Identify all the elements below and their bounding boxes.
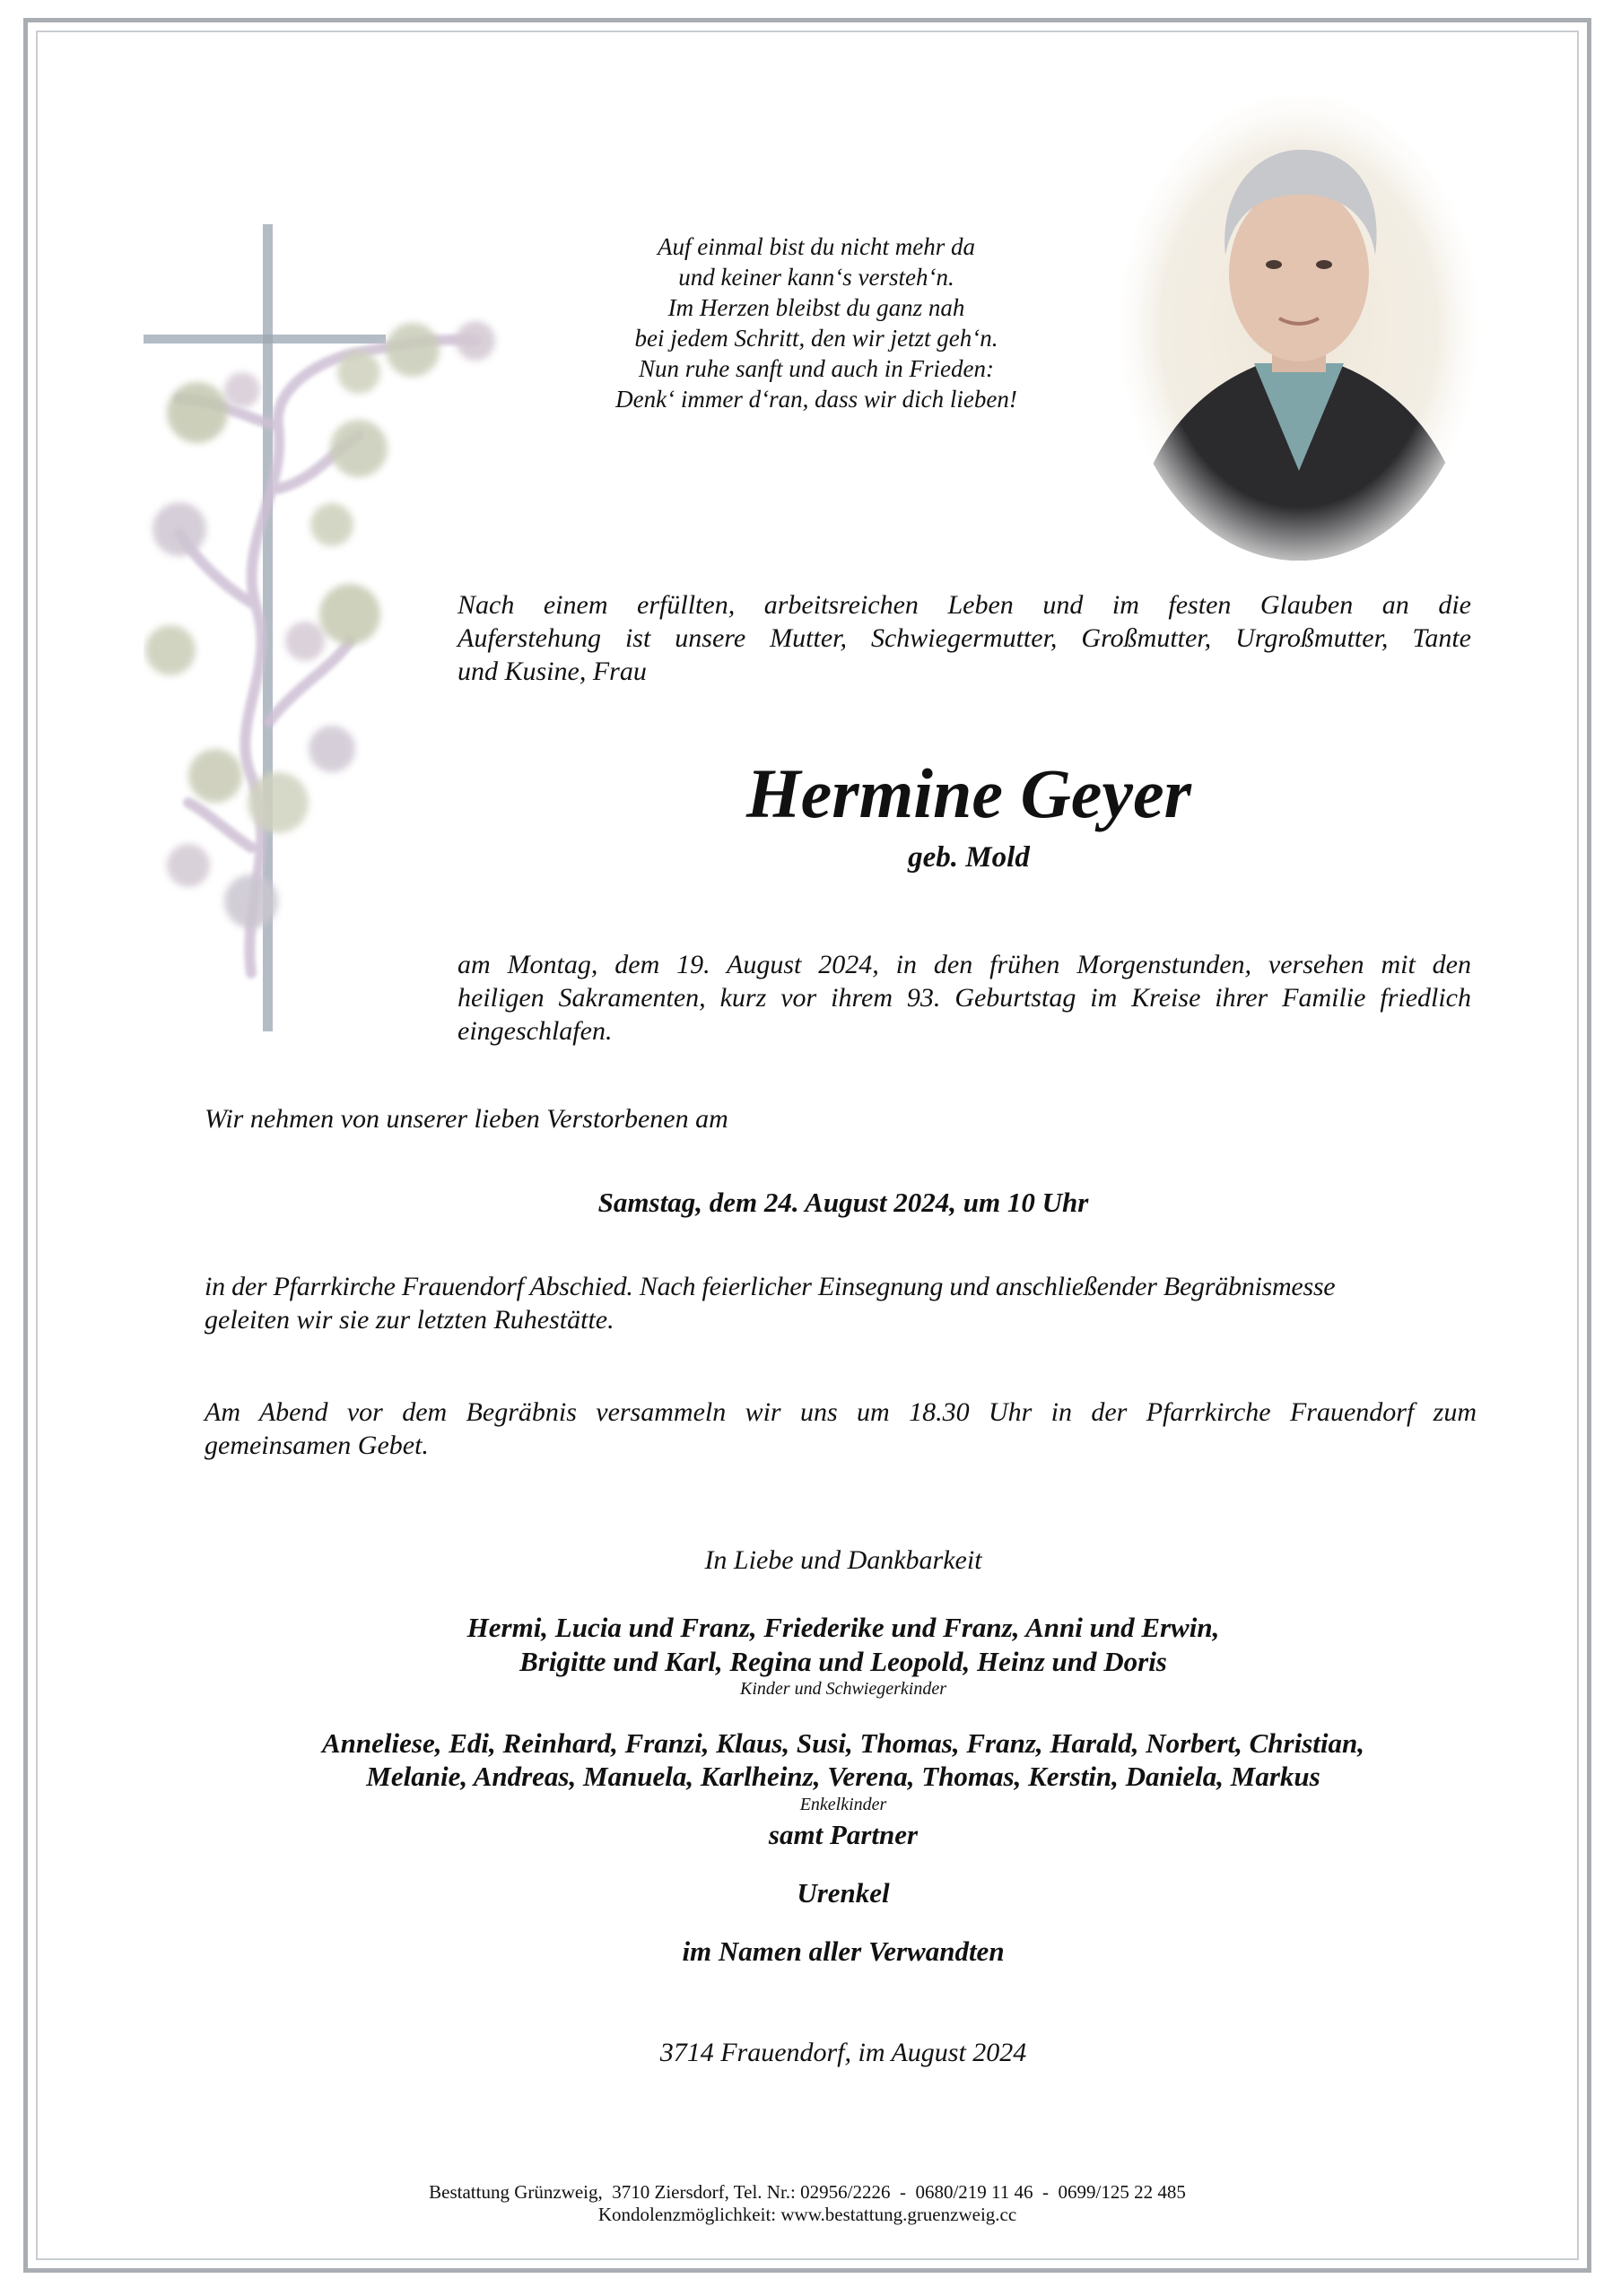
portrait-figure-icon — [1120, 94, 1478, 561]
poem-line: Nun ruhe sanft und auch in Frieden: — [639, 355, 994, 382]
relatives-line: im Namen aller Verwandten — [682, 1935, 1005, 1967]
funeral-home-footer — [90, 2181, 1525, 2226]
poem-line: bei jedem Schritt, den wir jetzt geh‘n. — [634, 325, 998, 352]
intro-line: und Kusine, Frau — [458, 657, 647, 686]
children-names: Hermi, Lucia und Franz, Friederike und Franz, Anni und Erwin, — [466, 1612, 1220, 1643]
mourners-opening: In Liebe und Dankbarkeit — [704, 1545, 982, 1575]
great-grandchildren-line: Urenkel — [797, 1877, 890, 1909]
death-line: am Montag, dem 19. August 2024, in den frühen Morgenstunden, versehen mit den — [458, 950, 1471, 979]
death-paragraph — [458, 948, 1471, 1048]
funeral-place-line: geleiten wir sie zur letzten Ruhestätte. — [205, 1305, 614, 1335]
poem-line: Denk‘ immer d‘ran, dass wir dich lieben! — [615, 386, 1017, 413]
children-names: Brigitte und Karl, Regina und Leopold, Heinz und Doris — [519, 1646, 1167, 1677]
intro-paragraph — [458, 588, 1471, 688]
intro-line: Nach einem erfüllten, arbeitsreichen Leben und im festen Glauben an die — [458, 590, 1471, 620]
grandchildren-names: Melanie, Andreas, Manuela, Karlheinz, Verena, Thomas, Kerstin, Daniela, Markus — [366, 1761, 1320, 1792]
place-date: 3714 Frauendorf, im August 2024 — [659, 2038, 1027, 2067]
memorial-poem — [565, 231, 1068, 414]
poem-line: Im Herzen bleibst du ganz nah — [667, 294, 965, 321]
prayer-line: gemeinsamen Gebet. — [205, 1431, 429, 1460]
funeral-date: Samstag, dem 24. August 2024, um 10 Uhr — [597, 1187, 1089, 1218]
death-line: heiligen Sakramenten, kurz vor ihrem 93. Geburtstag im Kreise ihrer Familie friedlich — [458, 983, 1471, 1013]
death-line: eingeschlafen. — [458, 1016, 613, 1046]
prayer-line: Am Abend vor dem Begräbnis versammeln wir uns um 18.30 Uhr in der Pfarrkirche Frauendorf zum — [205, 1397, 1477, 1427]
grandchildren-caption: Enkelkinder — [799, 1795, 887, 1814]
portrait-photo — [1120, 94, 1478, 561]
grandchildren-names: Anneliese, Edi, Reinhard, Franzi, Klaus, Susi, Thomas, Franz, Harald, Norbert, Christian, — [322, 1727, 1364, 1759]
children-caption: Kinder und Schwiegerkinder — [740, 1679, 946, 1699]
partners-line: samt Partner — [768, 1819, 919, 1850]
intro-line: Auferstehung ist unsere Mutter, Schwiegermutter, Großmutter, Urgroßmutter, Tante — [458, 623, 1471, 653]
deceased-name: Hermine Geyer — [745, 754, 1192, 832]
birth-name: geb. Mold — [908, 841, 1030, 874]
prayer-paragraph — [205, 1396, 1477, 1462]
footer-contact: Bestattung Grünzweig, 3710 Ziersdorf, Tel. Nr.: 02956/2226 - 0680/219 11 46 - 0699/125 22 485 — [429, 2181, 1186, 2203]
farewell-intro: Wir nehmen von unserer lieben Verstorbenen am — [205, 1104, 728, 1134]
poem-line: und keiner kann‘s versteh‘n. — [678, 264, 954, 291]
footer-condolence: Kondolenzmöglichkeit: www.bestattung.gruenzweig.cc — [597, 2204, 1017, 2225]
funeral-place-line: in der Pfarrkirche Frauendorf Abschied. Nach feierlicher Einsegnung und anschließender Begräbnismesse — [205, 1272, 1336, 1301]
poem-line: Auf einmal bist du nicht mehr da — [658, 233, 975, 260]
